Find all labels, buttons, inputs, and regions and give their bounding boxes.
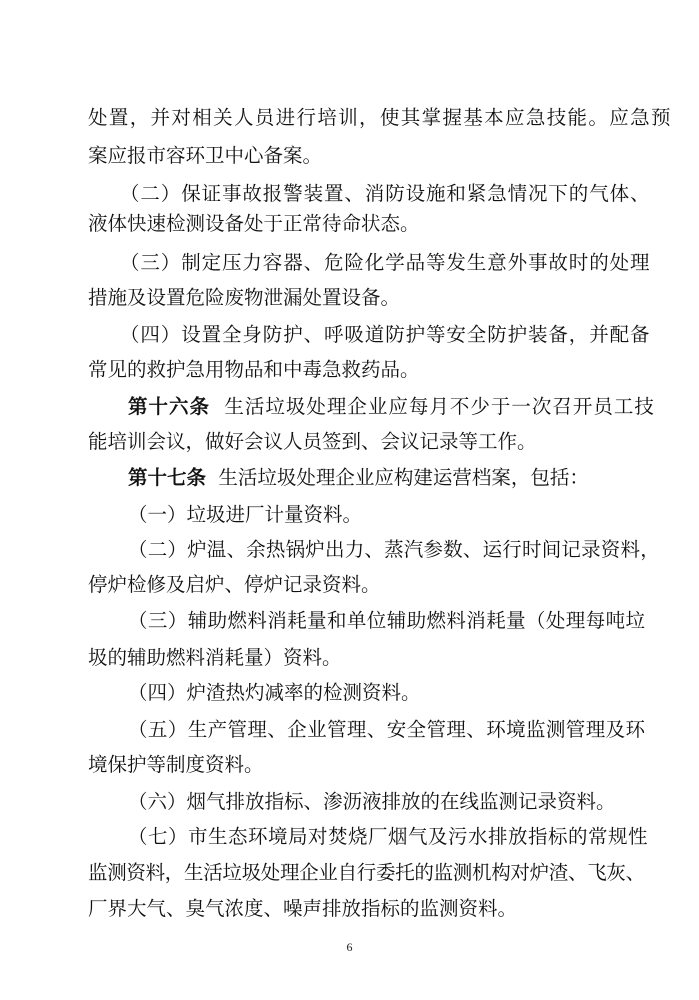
article-16-text: 生活垃圾处理企业应每月不少于一次召开员工技 — [224, 395, 655, 418]
text-line: 常见的救护急用物品和中毒急救药品。 — [88, 358, 420, 381]
text-line: （五）生产管理、企业管理、安全管理、环境监测管理及环 — [128, 718, 646, 741]
text-line: （二）炉温、余热锅炉出力、蒸汽参数、运行时间记录资料， — [128, 538, 660, 561]
text-line: 圾的辅助燃料消耗量）资料。 — [88, 646, 342, 669]
text-line: 境保护等制度资料。 — [88, 753, 264, 776]
text-line: 处置，并对相关人员进行培训，使其掌握基本应急技能。应急预 — [88, 106, 672, 129]
text-line: （四）设置全身防护、呼吸道防护等安全防护装备，并配备 — [120, 323, 651, 346]
text-line: （六）烟气排放指标、渗沥液排放的在线监测记录资料。 — [128, 790, 616, 813]
text-line: （三）制定压力容器、危险化学品等发生意外事故时的处理 — [120, 251, 651, 274]
text-line: （二）保证事故报警装置、消防设施和紧急情况下的气体、 — [120, 182, 651, 205]
text-line: 措施及设置危险废物泄漏处置设备。 — [88, 286, 401, 309]
text-line: 能培训会议，做好会议人员签到、会议记录等工作。 — [88, 430, 537, 453]
page-number: 6 — [346, 940, 353, 954]
article-17-text: 生活垃圾处理企业应构建运营档案，包括： — [218, 466, 589, 489]
article-16-label: 第十六条 — [128, 395, 211, 418]
text-line: 案应报市容环卫中心备案。 — [88, 144, 323, 167]
text-line: （三）辅助燃料消耗量和单位辅助燃料消耗量（处理每吨垃 — [128, 609, 646, 632]
text-line: 液体快速检测设备处于正常待命状态。 — [88, 212, 420, 235]
text-line: 停炉检修及启炉、停炉记录资料。 — [88, 573, 381, 596]
article-17-line — [128, 463, 589, 493]
article-16-line — [128, 392, 655, 422]
text-line: 监测资料，生活垃圾处理企业自行委托的监测机构对炉渣、飞灰、 — [88, 861, 645, 884]
text-line: （七）市生态环境局对焚烧厂烟气及污水排放指标的常规性 — [128, 825, 649, 848]
text-line: 厂界大气、臭气浓度、噪声排放指标的监测资料。 — [88, 897, 518, 920]
text-line: （四）炉渣热灼减率的检测资料。 — [128, 681, 421, 704]
text-line: （一）垃圾进厂计量资料。 — [128, 503, 363, 526]
article-17-label: 第十七条 — [128, 466, 207, 489]
